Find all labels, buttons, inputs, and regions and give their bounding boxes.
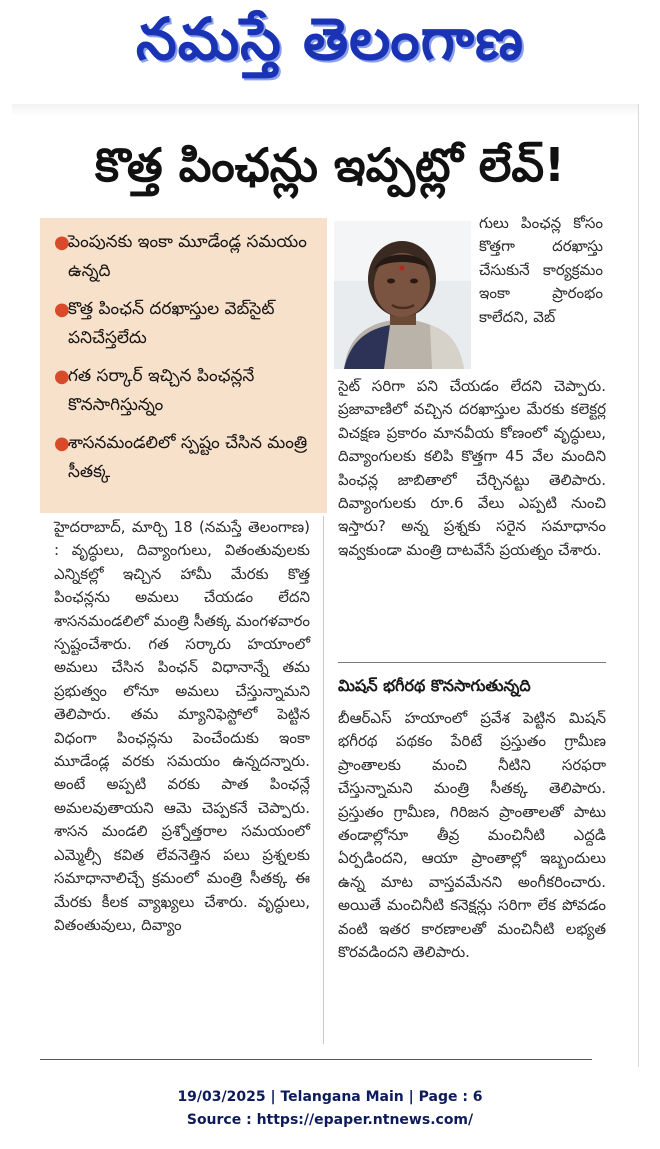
highlight-item xyxy=(54,362,315,420)
article-frame-shade xyxy=(12,104,638,116)
article-paragraph: గులు పింఛన్ల కోసం కొత్తగా దరఖాస్తు చేసుకునే కార్యక్రమం ఇంకా ప్రారంభం కాలేదని, వెబ్ xyxy=(479,214,603,326)
bullet-icon: ● xyxy=(54,366,70,387)
highlight-item xyxy=(54,429,315,487)
article-column-top-right xyxy=(479,212,603,329)
highlights-box xyxy=(40,218,327,513)
footer-source-line: Source : https://epaper.ntnews.com/ xyxy=(186,1112,474,1128)
highlight-text: గత సర్కార్ ఇచ్చిన పింఛన్లనే కొనసాగిస్తున్నం xyxy=(68,366,255,415)
bottom-divider xyxy=(40,1059,592,1060)
article-column-left xyxy=(54,516,310,937)
column-divider xyxy=(323,516,324,1044)
masthead xyxy=(0,0,660,92)
highlight-text: శాసనమండలిలో స్పష్టం చేసిన మంత్రి సీతక్క xyxy=(68,433,308,482)
masthead-title: నమస్తే తెలంగాణ xyxy=(136,4,524,73)
subheading-divider xyxy=(338,662,606,663)
bullet-icon: ● xyxy=(54,232,70,253)
subheading: మిషన్ భగీరథ కొనసాగుతున్నది xyxy=(338,676,531,695)
article-paragraph: హైదరాబాద్, మార్చి 18 (నమస్తే తెలంగాణ) : వృద్ధులు, దివ్యాంగులు, వితంతువులకు ఎన్నికల్లో ఇచ్చిన హామీ మేరకు కొత్త పింఛన్లను అమలు చేయడం లేదని శాసనమండలిలో మంత్రి సీతక్క మంగళవారం స్పష్టంచేశారు. గత సర్కారు హయాంలో అమలు చేసిన పింఛన్ విధానాన్నే తమ ప్రభుత్వం లోనూ అమలు చేస్తున్నామని తెలిపారు. తమ మ్యానిఫెస్టోలో పెట్టిన విధంగా పింఛన్లను పెంచేందుకు ఇంకా మూడేండ్ల వరకు సమయం ఉన్నదన్నారు. అంటే అప్పటి వరకు పాత పింఛన్లే అమలవుతాయని ఆమె చెప్పకనే చెప్పారు. శాసన మండలి ప్రశ్నోత్తరాల సమయంలో ఎమ్మెల్సీ కవిత లేవనెత్తిన పలు ప్రశ్నలకు సమాధానాలిచ్చే క్రమంలో మంత్రి సీతక్క ఈ మేరకు కీలక వ్యాఖ్యలు చేశారు. వృద్ధులు, వితంతువులు, దివ్యాం xyxy=(54,518,310,934)
article-paragraph: బీఆర్ఎస్ హయాంలో ప్రవేశ పెట్టిన మిషన్ భగీరథ పథకం పేరిటే ప్రస్తుతం గ్రామీణ ప్రాంతాలకు మంచి నీటిని సరఫరా చేస్తున్నామని మంత్రి సీతక్క తెలిపారు. ప్రస్తుతం గ్రామీణ, గిరిజన ప్రాంతాలతో పాటు తండాల్లోనూ తీవ్ర మంచినీటి ఎద్దడి ఏర్పడిందని, ఆయా ప్రాంతాల్లో ఇబ్బందులు ఉన్న మాట వాస్తవమేనని అంగీకరించారు. అయితే మంచినీటి కనెక్షన్లు సరిగా లేక పోవడం వంటి ఇతర కారణాలతో మంచినీటి లభ్యత కొరవడిందని తెలిపారు. xyxy=(338,709,606,962)
article-paragraph: సైట్ సరిగా పని చేయడం లేదని చెప్పారు. ప్రజావాణిలో వచ్చిన దరఖాస్తుల మేరకు కలెక్టర్ల విచక్షణ ప్రకారం మానవీయ కోణంలో వృద్ధులు, దివ్యాంగులకు కలిపి కొత్తగా 45 వేల మందిని పింఛన్ల జాబితాలో చేర్చినట్టు తెలిపారు. దివ్యాంగులకు రూ.6 వేలు ఎప్పటి నుంచి ఇస్తారు? అన్న ప్రశ్నకు సరైన సమాధానం ఇవ్వకుండా మంత్రి దాటవేసే ప్రయత్నం చేశారు. xyxy=(338,377,606,559)
portrait-photo xyxy=(334,221,471,369)
bullet-icon: ● xyxy=(54,299,70,320)
highlight-text: పెంపునకు ఇంకా మూడేండ్ల సమయం ఉన్నది xyxy=(68,232,307,281)
highlight-item xyxy=(54,228,315,286)
headline: కొత్త పింఛన్లు ఇప్పట్లో లేవ్! xyxy=(94,138,566,192)
footer-date-line: 19/03/2025 | Telangana Main | Page : 6 xyxy=(177,1089,483,1105)
highlight-item xyxy=(54,295,315,353)
article-column-mid-right xyxy=(338,375,606,562)
bullet-icon: ● xyxy=(54,433,70,454)
article-column-bottom-right xyxy=(338,707,606,964)
highlight-text: కొత్త పింఛన్ దరఖాస్తుల వెబ్‌సైట్ పనిచేస్తలేదు xyxy=(68,299,275,348)
